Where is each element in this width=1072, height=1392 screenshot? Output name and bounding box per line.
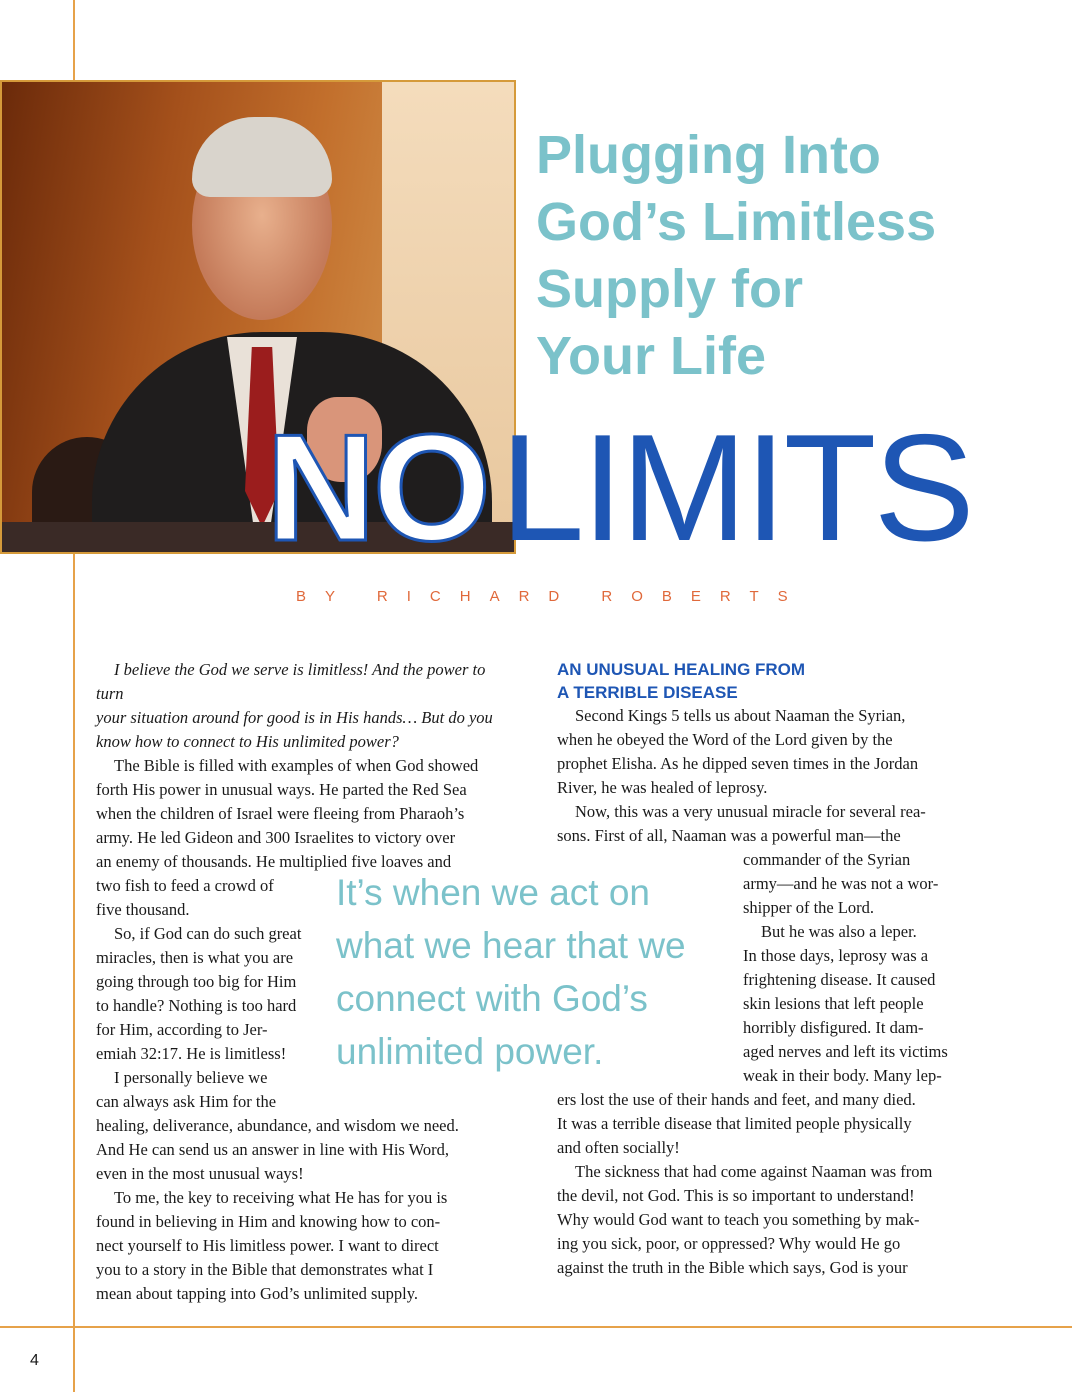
title-line: Plugging Into bbox=[536, 125, 881, 185]
title-line: Supply for bbox=[536, 259, 803, 319]
paragraph: ers lost the use of their hands and feet, and many died. It was a terrible disease that limited people physically and often socially! bbox=[557, 1090, 916, 1157]
headline-no-limits bbox=[266, 403, 972, 573]
paragraph: Second Kings 5 tells us about Naaman the Syrian, when he obeyed the Word of the Lord given by the prophet Elisha. As he dipped seven times in the Jordan River, he was healed of leprosy. bbox=[557, 706, 919, 797]
headline-no: NO bbox=[266, 403, 488, 573]
pull-quote: It’s when we act on what we hear that we connect with God’s unlimited power. bbox=[336, 872, 686, 1072]
paragraph: I personally believe we can always ask Him for the healing, deliverance, abundance, and wisdom we need. And He can send us an answer in line with His Word, even in the most unusual ways! bbox=[96, 1068, 459, 1183]
paragraph: Now, this was a very unusual miracle for several rea- sons. First of all, Naaman was a powerful man—the bbox=[557, 802, 926, 845]
title-line: Your Life bbox=[536, 326, 767, 386]
article-title bbox=[536, 122, 1056, 390]
section-heading: AN UNUSUAL HEALING FROM A TERRIBLE DISEASE bbox=[557, 660, 806, 702]
headline-limits: LIMITS bbox=[500, 403, 972, 573]
intro-paragraph: I believe the God we serve is limitless! And the power to turn your situation around for good is in His hands… But do you know how to connect to His unlimited power? bbox=[96, 660, 493, 751]
column-right bbox=[557, 658, 987, 1280]
paragraph: So, if God can do such great miracles, then is what you are going through too big for Him to handle? Nothing is too hard for Him, according to Jer- emiah 32:17. He is limitless! bbox=[96, 924, 302, 1063]
paragraph: The sickness that had come against Naaman was from the devil, not God. This is so important to understand! Why would God want to teach you something by mak- ing you sick, poor, or oppressed? Why would He go against the truth in the Bible which says, God is your bbox=[557, 1162, 933, 1277]
paragraph-wrap: commander of the Syrian army—and he was not a wor- shipper of the Lord. But he was also a leper. In those days, leprosy was a frightening disease. It caused skin lesions that left people horribly disfigured. It dam- aged nerves and left its victims weak in their body. Many lep- bbox=[743, 850, 948, 1085]
title-line: God’s Limitless bbox=[536, 192, 937, 252]
page-number: 4 bbox=[30, 1352, 39, 1369]
footer-rule bbox=[0, 1326, 1072, 1328]
paragraph: The Bible is filled with examples of when God showed forth His power in unusual ways. He parted the Red Sea when the children of Israel were fleeing from Pharaoh’s army. He led Gideon and 300 Israelites to victory over an enemy of thousands. He multiplied five loaves and two fish to feed a crowd of five thousand. bbox=[96, 756, 479, 919]
paragraph: To me, the key to receiving what He has for you is found in believing in Him and knowing how to con- nect yourself to His limitless power. I want to direct you to a story in the Bible that demonstrates what I mean about tapping into God’s unlimited supply. bbox=[96, 1188, 448, 1303]
byline: BY RICHARD ROBERTS bbox=[296, 588, 807, 605]
